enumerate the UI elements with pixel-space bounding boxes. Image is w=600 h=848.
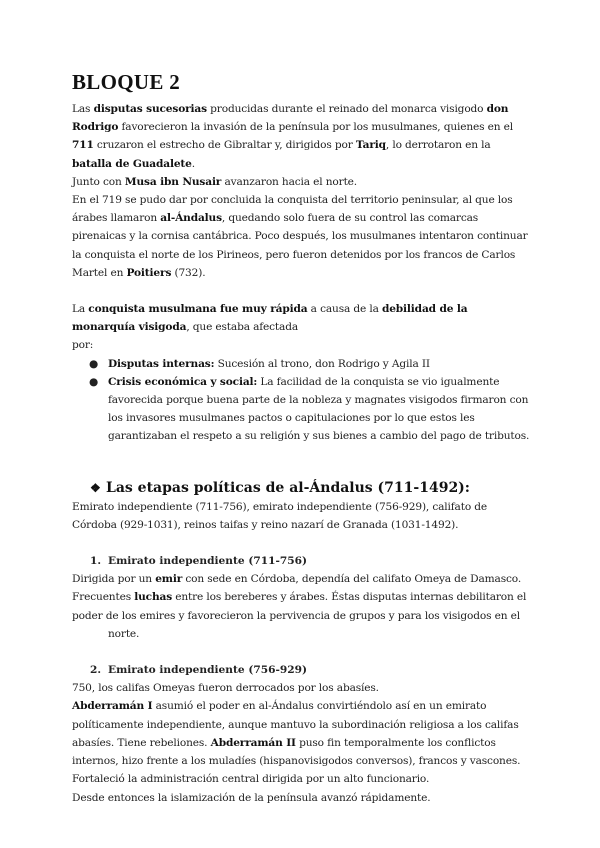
document-page (72, 70, 532, 807)
stages-summary: Emirato independiente (711-756), emirato independiente (756-929), califato de Córdoba (929-1031), reinos taifas y reino nazarí de Granada (1031-1492). (72, 500, 488, 531)
bullet-icon: ● (89, 357, 99, 370)
list-item: ● Crisis económica y social: La facilidad de la conquista se vio igualmente favorecida porque buena parte de la nobleza y magnates visigodos firmaron con los invasores musulmanes pactos o capitulaciones por lo que estos les garantizaban el respeto a su religión y sus bienes a cambio del pago de tributos. (108, 373, 532, 446)
causes-lead: La conquista musulmana fue muy rápida a causa de la debilidad de la monarquía visigoda, que estaba afectada (72, 303, 468, 334)
emirato-2-line-3: Fortaleció la administración central dirigida por un alto funcionario. (72, 773, 430, 786)
emirato-2-line-4: Desde entonces la islamización de la península avanzó rápidamente. (72, 791, 431, 804)
emirato-2-heading: 2. Emirato independiente (756-929) (90, 664, 307, 677)
list-item: ● Disputas internas: Sucesión al trono, don Rodrigo y Agila II (108, 355, 532, 373)
emirato-1-line-3: norte. (108, 627, 140, 640)
causes-list (72, 355, 532, 446)
emirato-2-line-2: Abderramán I asumió el poder en al-Ándalus convirtiéndolo así en un emirato políticamente independiente, aunque mantuvo la subordinación religiosa a los califas abasíes. Tiene rebeliones. Abderramán II puso fin temporalmente los conflictos internos, hizo frente a los muladíes (hispanovisigodos conversos), francos y vascones. (72, 700, 521, 768)
emirato-2-line-1: 750, los califas Omeyas fueron derrocados por los abasíes. (72, 682, 379, 695)
emirato-1-heading: 1. Emirato independiente (711-756) (90, 555, 307, 568)
intro-paragraph-1: Las disputas sucesorias producidas durante el reinado del monarca visigodo don Rodrigo favorecieron la invasión de la península por los musulmanes, quienes en el 711 cruzaron el estrecho de Gibraltar y, dirigidos por Tariq, lo derrotaron en la batalla de Guadalete. (72, 103, 514, 170)
intro-paragraph-3: En el 719 se pudo dar por concluida la conquista del territorio peninsular, al que los árabes llamaron al-Ándalus, quedando solo fuera de su control las comarcas pirenaicas y la cornisa cantábrica. Poco después, los musulmanes intentaron continuar la conquista el norte de los Pirineos, pero fueron detenidos por los francos de Carlos Martel en Poitiers (732). (72, 194, 528, 279)
page-title: BLOQUE 2 (72, 70, 181, 94)
emirato-1-line-2: Frecuentes luchas entre los bereberes y árabes. Éstas disputas internas debilitaron el poder de los emires y favorecieron la pervivencia de grupos y para los visigodos en el (72, 591, 527, 622)
intro-paragraph-2: Junto con Musa ibn Nusair avanzaron hacia el norte. (72, 175, 358, 188)
causes-por: por: (72, 339, 94, 352)
emirato-1-line-1: Dirigida por un emir con sede en Córdoba, dependía del califato Omeya de Damasco. (72, 573, 522, 586)
stages-heading: ❖ Las etapas políticas de al-Ándalus (711-1492): (90, 479, 470, 496)
bullet-icon: ● (89, 375, 99, 388)
diamond-bullet-icon: ❖ (90, 480, 101, 495)
